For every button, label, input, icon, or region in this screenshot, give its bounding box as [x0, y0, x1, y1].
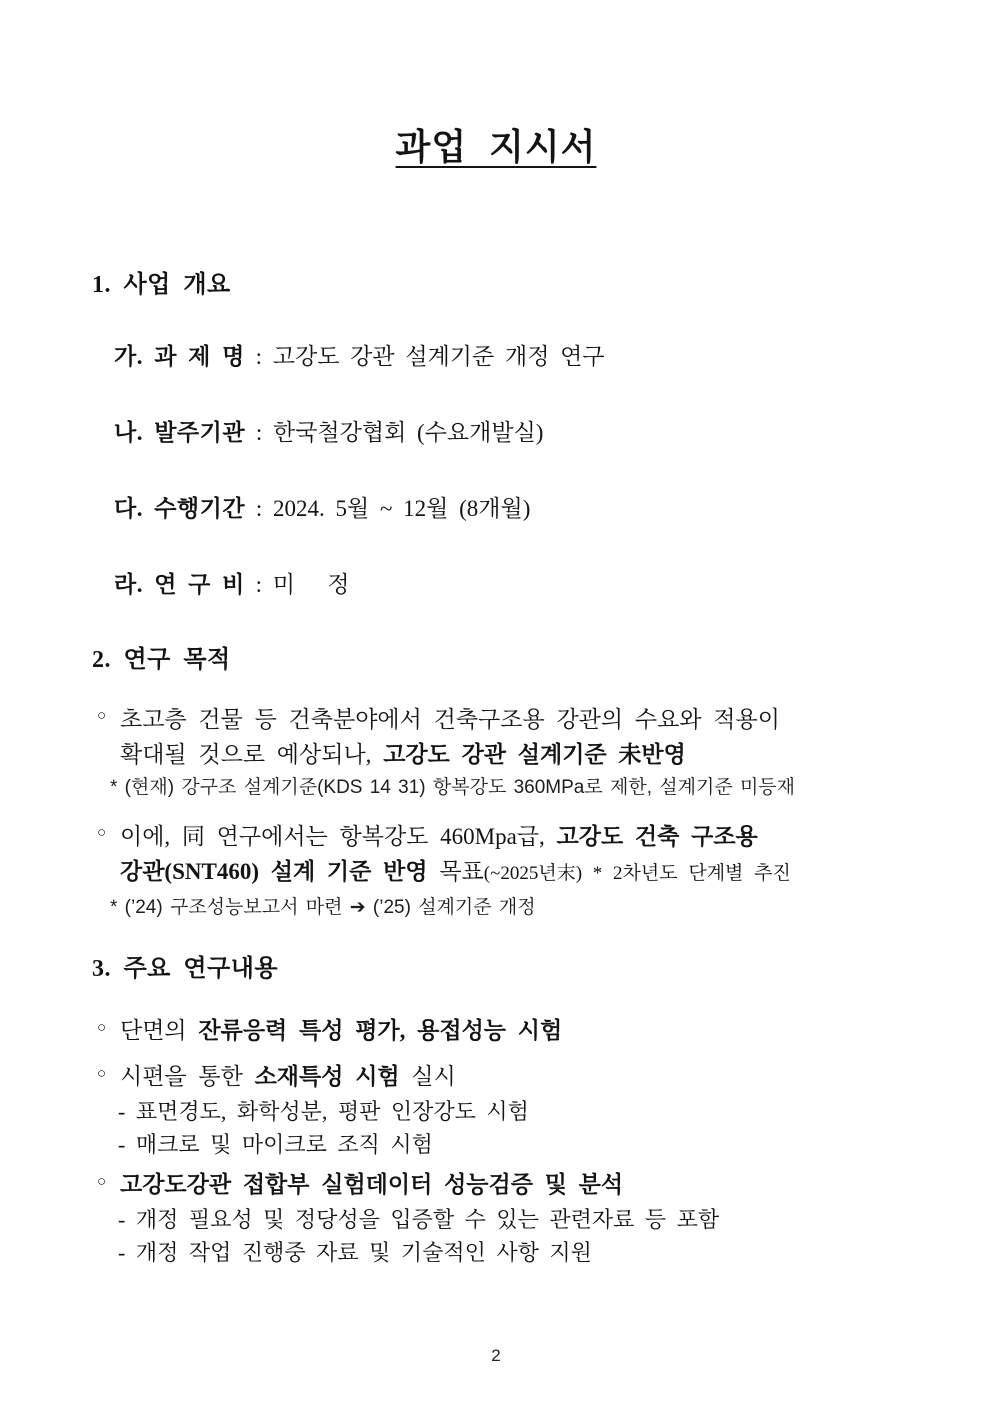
bullet-text-emphasis: 고강도 건축 구조용: [556, 824, 758, 849]
item-label: 라. 연 구 비: [114, 572, 245, 597]
bullet-joint-verification: [97, 1170, 914, 1200]
bullet-text-emphasis: 소재특성 시험: [254, 1064, 400, 1089]
sub-list-item: - 매크로 및 마이크로 조직 시험: [118, 1132, 433, 1157]
item-label: 다. 수행기간: [114, 496, 246, 521]
item-label: 가. 과 제 명: [114, 344, 245, 369]
document-title: 과업 지시서: [395, 127, 597, 167]
bullet-text: 이에, 同 연구에서는 항복강도 460Mpa급,: [120, 824, 557, 849]
sub-list-item: - 개정 필요성 및 정당성을 입증할 수 있는 관련자료 등 포함: [118, 1207, 720, 1232]
bullet-text-emphasis: 잔류응력 특성 평가, 용접성능 시험: [198, 1018, 563, 1043]
section-1-heading: 1. 사업 개요: [92, 272, 231, 298]
bullet-text: 시편을 통한: [120, 1064, 255, 1089]
bullet-text: 목표: [427, 859, 484, 884]
footnote-yearly-plan: * (’24) 구조성능보고서 마련 ➔ (’25) 설계기준 개정: [110, 897, 536, 918]
item-value: 미 정: [272, 572, 350, 597]
bullet-residual-stress-test: [97, 1016, 914, 1046]
bullet-text-emphasis: 고강도강관 접합부 실험데이터 성능검증 및 분석: [120, 1172, 624, 1197]
item-label: 나. 발주기관: [114, 420, 246, 445]
overview-item-ordering-agency: [114, 418, 992, 448]
bullet-text: 단면의: [120, 1018, 199, 1043]
sub-list-item: - 표면경도, 화학성분, 평판 인장강도 시험: [118, 1099, 529, 1124]
bullet-text-emphasis: 고강도 강관 설계기준 未반영: [383, 742, 686, 767]
item-value: 고강도 강관 설계기준 개정 연구: [272, 344, 605, 369]
bullet-text: 초고층 건물 등 건축분야에서 건축구조용 강관의 수요와 적용이: [120, 707, 780, 732]
item-colon: :: [245, 420, 273, 445]
overview-item-project-name: [114, 342, 992, 372]
section-3-heading: 3. 주요 연구내용: [92, 956, 279, 982]
footnote-current-standard: * (현재) 강구조 설계기준(KDS 14 31) 항복강도 360MPa로 제한, 설계기준 미등재: [110, 777, 796, 798]
item-colon: :: [245, 496, 273, 521]
circle-bullet-icon: ○: [97, 708, 107, 724]
circle-bullet-icon: ○: [97, 1174, 107, 1190]
bullet-demand-expansion: [97, 702, 914, 772]
overview-item-duration: [114, 494, 992, 524]
circle-bullet-icon: ○: [97, 1020, 107, 1036]
bullet-material-property-test: [97, 1062, 914, 1092]
overview-item-budget: [114, 570, 992, 600]
item-colon: :: [244, 572, 273, 597]
circle-bullet-icon: ○: [97, 1066, 107, 1082]
bullet-text: 실시: [399, 1064, 456, 1089]
bullet-design-standard-goal: [97, 819, 914, 891]
sub-list-item: - 개정 작업 진행중 자료 및 기술적인 사항 지원: [118, 1240, 592, 1265]
circle-bullet-icon: ○: [97, 825, 107, 841]
item-value: 2024. 5월 ~ 12월 (8개월): [272, 496, 531, 521]
page-number: 2: [491, 1346, 501, 1365]
bullet-text: 확대될 것으로 예상되나,: [120, 742, 384, 767]
item-colon: :: [244, 344, 273, 369]
item-value: 한국철강협회 (수요개발실): [272, 420, 544, 445]
section-2-heading: 2. 연구 목적: [92, 647, 231, 673]
bullet-text-emphasis: 강관(SNT460) 설계 기준 반영: [120, 859, 428, 884]
bullet-text-annotation: (~2025년末) * 2차년도 단계별 추진: [483, 863, 791, 884]
